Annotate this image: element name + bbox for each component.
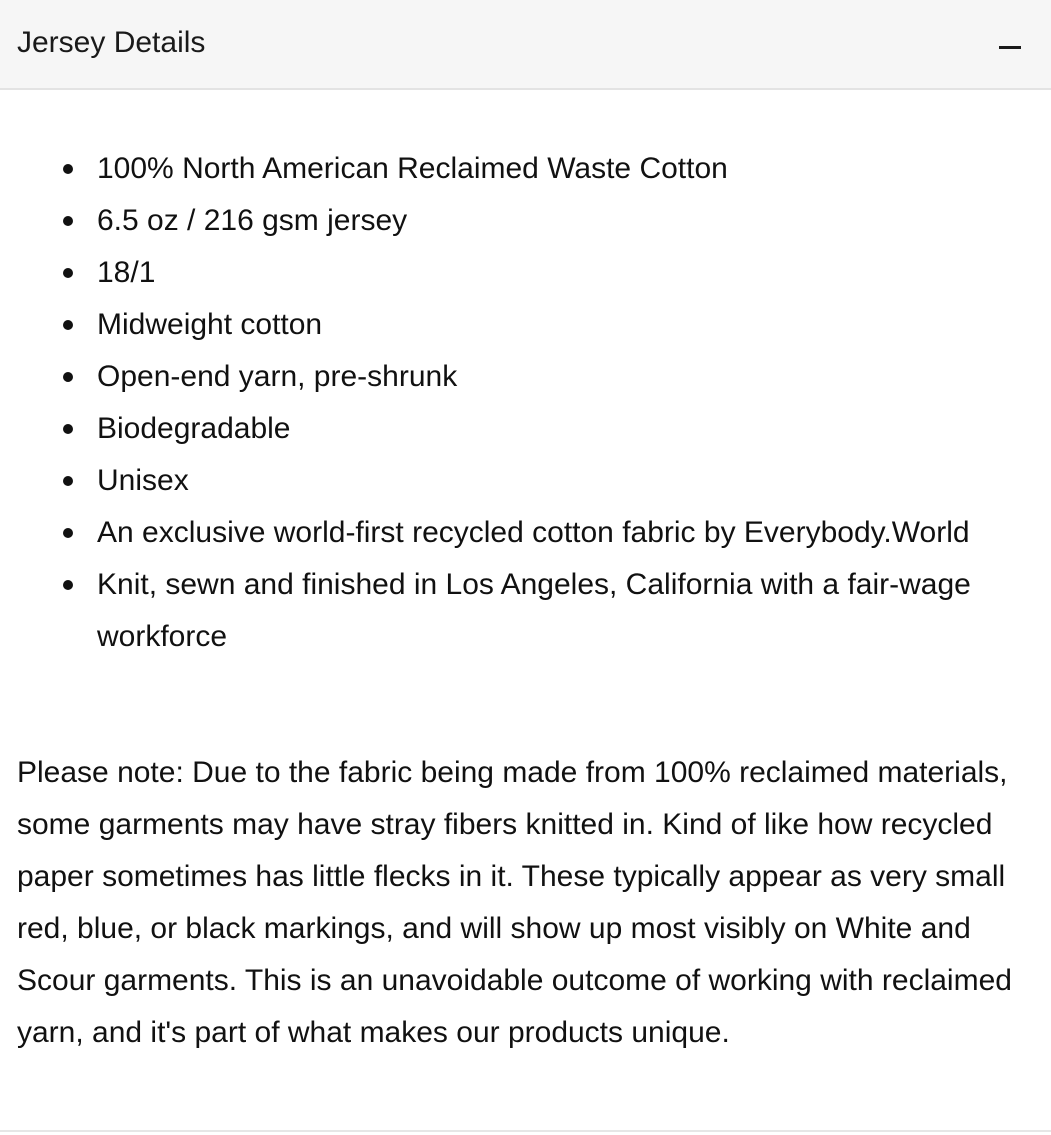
feature-text: Biodegradable	[97, 412, 291, 445]
bullet-icon	[63, 424, 73, 434]
list-item	[0, 299, 1051, 351]
feature-text: 6.5 oz / 216 gsm jersey	[97, 204, 408, 237]
feature-text: 18/1	[97, 256, 156, 289]
feature-text: Unisex	[97, 464, 189, 497]
feature-text: Knit, sewn and finished in Los Angeles, California with a fair-wage workforce	[97, 568, 971, 653]
bullet-icon	[63, 216, 73, 226]
minus-icon[interactable]	[999, 46, 1021, 49]
features-list	[0, 143, 1051, 663]
feature-text: Open-end yarn, pre-shrunk	[97, 360, 458, 393]
feature-text: Midweight cotton	[97, 308, 323, 341]
bullet-icon	[63, 528, 73, 538]
list-item	[0, 247, 1051, 299]
list-item	[0, 143, 1051, 195]
list-item	[0, 195, 1051, 247]
bullet-icon	[63, 268, 73, 278]
accordion-title: Jersey Details	[17, 26, 206, 59]
list-item	[0, 507, 1051, 559]
list-item	[0, 403, 1051, 455]
divider	[0, 1130, 1051, 1132]
list-item	[0, 351, 1051, 403]
bullet-icon	[63, 580, 73, 590]
bullet-icon	[63, 372, 73, 382]
fabric-note: Please note: Due to the fabric being made from 100% reclaimed materials, some garments may have stray fibers knitted in. Kind of like how recycled paper sometimes has little flecks in it. These typically appear as very small red, blue, or black markings, and will show up most visibly on White and Scour garments. This is an unavoidable outcome of working with reclaimed yarn, and it's part of what makes our products unique.	[17, 756, 1012, 1049]
list-item	[0, 455, 1051, 507]
bullet-icon	[63, 476, 73, 486]
bullet-icon	[63, 320, 73, 330]
list-item	[0, 559, 1051, 663]
feature-text: An exclusive world-first recycled cotton fabric by Everybody.World	[97, 516, 970, 549]
feature-text: 100% North American Reclaimed Waste Cotton	[97, 152, 728, 185]
bullet-icon	[63, 164, 73, 174]
jersey-details-accordion-header[interactable]	[0, 0, 1051, 90]
